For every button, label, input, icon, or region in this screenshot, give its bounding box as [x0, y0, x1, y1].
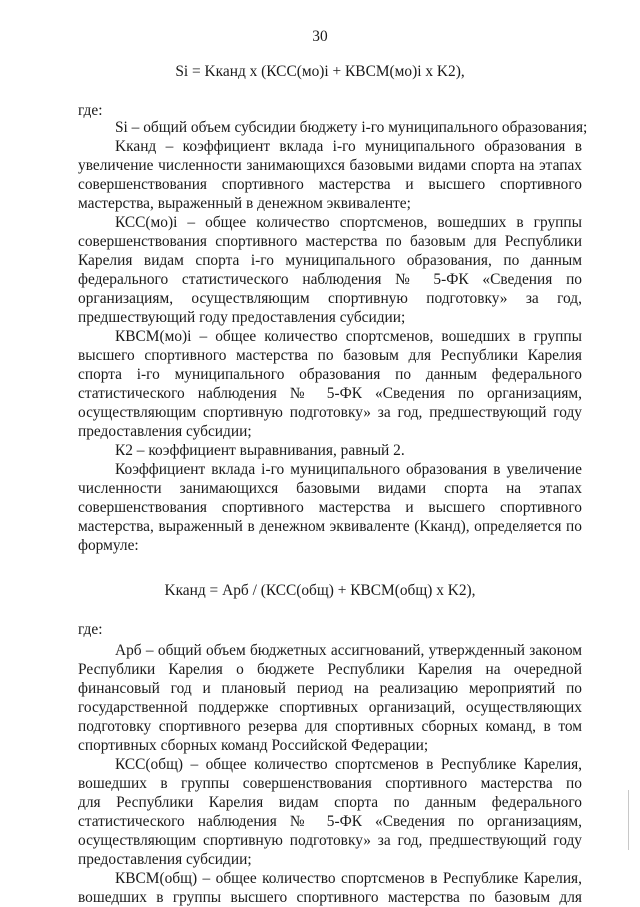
- text-line: совершенствования спортивного мастерства по базовым для Республики: [78, 233, 582, 250]
- text-line: формуле:: [78, 537, 139, 554]
- text-line: КВСМ(мо)i – общее количество спортсменов, вошедших в группы: [115, 328, 582, 345]
- text-line: осуществляющим спортивную подготовку» за год, предшествующий году: [78, 832, 582, 849]
- page-number: 30: [312, 28, 328, 45]
- where-label: где:: [78, 621, 103, 638]
- text-line: Арб – общий объем бюджетных ассигнований, утвержденный законом: [115, 642, 582, 659]
- text-line: совершенствования спортивного мастерства и высшего спортивного: [78, 499, 582, 516]
- text-line: Kканд – коэффициент вклада i-го муниципального образования в: [115, 138, 582, 155]
- text-line: для Республики Карелия видам спорта по данным федерального: [78, 794, 582, 811]
- text-line: финансовый год и плановый период на реализацию мероприятий по: [78, 680, 582, 697]
- text-line: спорта i-го муниципального образования по данным федерального: [78, 366, 582, 383]
- text-line: федерального статистического наблюдения № 5-ФК «Сведения по: [78, 271, 582, 288]
- text-line: мастерства, выраженный в денежном эквиваленте;: [78, 195, 411, 212]
- text-line: Республики Карелия о бюджете Республики Карелия на очередной: [78, 661, 582, 678]
- text-line: совершенствования спортивного мастерства и высшего спортивного: [78, 176, 582, 193]
- text-line: Коэффициент вклада i-го муниципального образования в увеличение: [115, 461, 582, 478]
- text-line: статистического наблюдения № 5-ФК «Сведения по организациям,: [78, 813, 582, 830]
- text-line: подготовку спортивного резерва для спортивных сборных команд, в том: [78, 718, 582, 735]
- text-line: Si – общий объем субсидии бюджету i-го муниципального образования;: [115, 119, 588, 136]
- text-line: предшествующий году предоставления субсидии;: [78, 309, 406, 326]
- text-line: мастерства, выраженный в денежном эквиваленте (Kканд), определяется по: [78, 518, 582, 535]
- text-line: статистического наблюдения № 5-ФК «Сведения по организациям,: [78, 385, 582, 402]
- text-line: численности занимающихся базовыми видами спорта на этапах: [78, 480, 582, 497]
- text-line: спортивных сборных команд Российской Федерации;: [78, 737, 429, 754]
- text-line: К2 – коэффициент выравнивания, равный 2.: [115, 442, 405, 459]
- text-line: увеличение численности занимающихся базовыми видами спорта на этапах: [78, 157, 582, 174]
- text-line: осуществляющим спортивную подготовку» за год, предшествующий году: [78, 404, 582, 421]
- text-line: государственной поддержке спортивных организаций, осуществляющих: [78, 699, 582, 716]
- text-line: высшего спортивного мастерства по базовым для Республики Карелия: [78, 347, 582, 364]
- text-line: КСС(общ) – общее количество спортсменов в Республике Карелия,: [115, 756, 582, 773]
- text-line: КВСМ(общ) – общее количество спортсменов в Республике Карелия,: [115, 870, 582, 887]
- text-line: вошедших в группы совершенствования спортивного мастерства по: [78, 775, 582, 792]
- text-line: предоставления субсидии;: [78, 851, 252, 868]
- where-label: где:: [78, 102, 103, 119]
- scan-edge-mark: [628, 790, 629, 850]
- text-line: Карелия видам спорта i-го муниципального образования, по данным: [78, 252, 582, 269]
- formula-subsidy: Si = Kканд x (КСС(мо)i + КВСМ(мо)i x K2),: [175, 63, 465, 80]
- text-line: вошедших в группы высшего спортивного мастерства по базовым для: [78, 889, 582, 906]
- text-line: КСС(мо)i – общее количество спортсменов, вошедших в группы: [115, 214, 582, 231]
- formula-coefficient: Kканд = Арб / (КСС(общ) + КВСМ(общ) x K2),: [164, 582, 476, 599]
- text-line: предоставления субсидии;: [78, 423, 252, 440]
- text-line: организациям, осуществляющим спортивную подготовку» за год,: [78, 290, 582, 307]
